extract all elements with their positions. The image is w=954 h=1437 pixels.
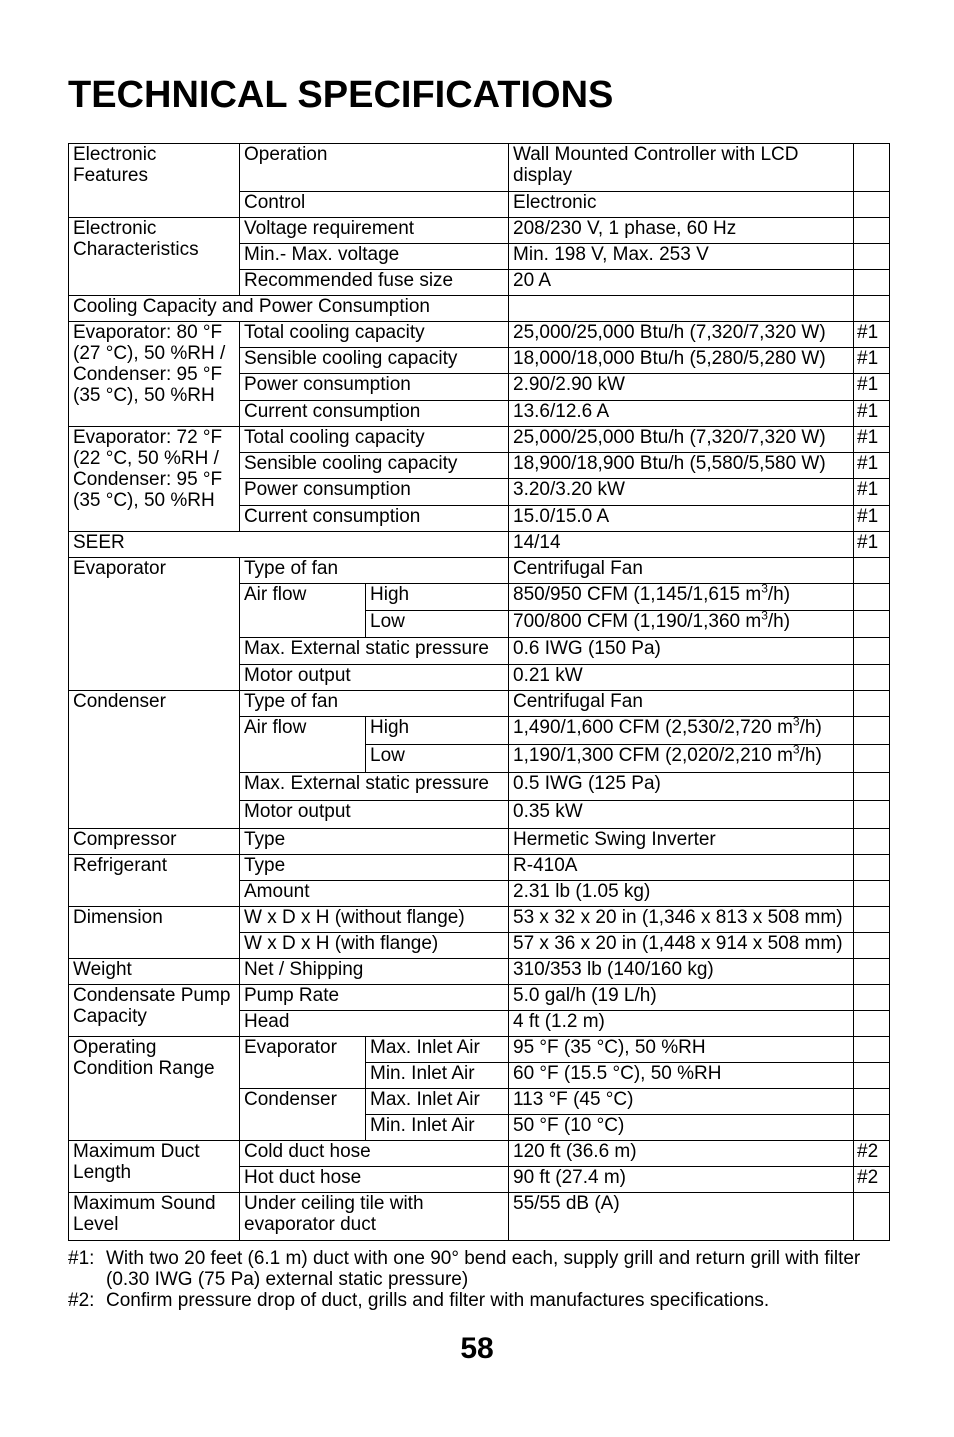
cell-text: Type of fan: [244, 558, 339, 579]
cell-text: 15.0/15.0 A: [513, 506, 610, 527]
cell-text: Min. Inlet Air: [370, 1063, 475, 1084]
cell-text: 0.21 kW: [513, 665, 583, 686]
table-cell: [240, 638, 509, 665]
cell-text: 55/55 dB (A): [513, 1193, 620, 1214]
table-cell: [69, 907, 240, 959]
table-cell: [509, 829, 854, 855]
table-cell: [366, 584, 509, 611]
cell-text: 120 ft (36.6 m): [513, 1141, 637, 1162]
table-cell: [240, 691, 509, 717]
table-cell: [854, 1037, 890, 1063]
table-cell: [854, 1089, 890, 1115]
table-cell: [509, 1011, 854, 1037]
cell-text: SEER: [73, 532, 125, 553]
cell-text: Net / Shipping: [244, 959, 364, 980]
cell-text: Operating Condition Range: [73, 1037, 215, 1079]
table-cell: [240, 584, 366, 638]
cell-text: 4 ft (1.2 m): [513, 1011, 605, 1032]
cell-text: #1: [857, 322, 879, 343]
table-cell: [366, 1089, 509, 1115]
table-row: [69, 296, 890, 322]
cell-text: W x D x H (without flange): [244, 907, 465, 928]
table-cell: [240, 401, 509, 427]
table-cell: [854, 638, 890, 665]
table-cell: [509, 244, 854, 270]
table-cell: [854, 244, 890, 270]
table-cell: [509, 479, 854, 506]
table-cell: [240, 829, 509, 855]
table-cell: [240, 479, 509, 506]
cell-text: Operation: [244, 144, 328, 165]
specifications-table-body: [69, 144, 890, 1241]
table-row: [69, 1193, 890, 1241]
cell-text: 50 °F (10 °C): [513, 1115, 625, 1136]
table-cell: [240, 933, 509, 959]
table-cell: [854, 959, 890, 985]
table-cell: [240, 665, 509, 691]
table-cell: [854, 348, 890, 374]
table-cell: [240, 881, 509, 907]
table-row: [69, 218, 890, 244]
table-cell: [240, 1011, 509, 1037]
table-cell: [854, 584, 890, 611]
cell-text: Type of fan: [244, 691, 339, 712]
table-cell: [854, 1115, 890, 1141]
table-cell: [509, 348, 854, 374]
table-cell: [240, 1089, 366, 1141]
table-cell: [366, 1037, 509, 1063]
table-cell: [240, 192, 509, 218]
table-cell: [509, 611, 854, 638]
table-cell: [69, 218, 240, 296]
table-cell: [69, 1193, 240, 1241]
table-cell: [509, 374, 854, 401]
table-row: [69, 855, 890, 881]
table-cell: [240, 985, 509, 1011]
footnote-mark: #2:: [68, 1290, 95, 1311]
footnote: [68, 1248, 888, 1290]
table-row: [69, 532, 890, 558]
table-cell: [69, 691, 240, 829]
table-cell: [240, 773, 509, 801]
cell-text: Type: [244, 829, 286, 850]
table-cell: [509, 985, 854, 1011]
table-cell: [240, 506, 509, 532]
cell-text: Total cooling capacity: [244, 427, 425, 448]
table-cell: [854, 881, 890, 907]
table-cell: [854, 985, 890, 1011]
cell-text: 113 °F (45 °C): [513, 1089, 634, 1110]
cell-text: Maximum Duct Length: [73, 1141, 200, 1183]
table-cell: [240, 717, 366, 773]
page-title: TECHNICAL SPECIFICATIONS: [68, 74, 614, 116]
cell-text: 208/230 V, 1 phase, 60 Hz: [513, 218, 737, 239]
table-cell: [240, 453, 509, 479]
cell-text-suffix: /h): [767, 584, 791, 605]
table-cell: [366, 717, 509, 745]
cell-text: Compressor: [73, 829, 177, 850]
footnotes: [68, 1248, 888, 1311]
table-cell: [366, 745, 509, 773]
table-row: [69, 322, 890, 348]
table-cell: [240, 427, 509, 453]
cell-text: 1,490/1,600 CFM (2,530/2,720 m: [513, 717, 793, 738]
table-cell: [854, 665, 890, 691]
table-cell: [854, 1011, 890, 1037]
cell-text: Min. Inlet Air: [370, 1115, 475, 1136]
cell-text: Centrifugal Fan: [513, 558, 643, 579]
cell-text: 18,900/18,900 Btu/h (5,580/5,580 W): [513, 453, 826, 474]
table-cell: [509, 717, 854, 745]
table-cell: [509, 453, 854, 479]
cell-text: 18,000/18,000 Btu/h (5,280/5,280 W): [513, 348, 826, 369]
table-cell: [509, 1063, 854, 1089]
cell-superscript: 3: [761, 583, 768, 596]
table-cell: [509, 665, 854, 691]
cell-text: 25,000/25,000 Btu/h (7,320/7,320 W): [513, 322, 826, 343]
cell-text: Electronic: [513, 192, 597, 213]
cell-text: Min. 198 V, Max. 253 V: [513, 244, 709, 265]
cell-text: #2: [857, 1141, 879, 1162]
cell-text: 14/14: [513, 532, 561, 553]
table-row: [69, 427, 890, 453]
table-row: [69, 907, 890, 933]
cell-superscript: 3: [792, 716, 800, 729]
table-cell: [509, 1037, 854, 1063]
table-cell: [509, 959, 854, 985]
cell-text: 850/950 CFM (1,145/1,615 m: [513, 584, 762, 605]
table-cell: [854, 532, 890, 558]
cell-text: High: [370, 717, 410, 738]
table-cell: [854, 296, 890, 322]
table-cell: [240, 1167, 509, 1193]
cell-text: Refrigerant: [73, 855, 167, 876]
cell-text: Cold duct hose: [244, 1141, 371, 1162]
table-cell: [854, 691, 890, 717]
table-cell: [240, 801, 509, 829]
footnote-text: With two 20 feet (6.1 m) duct with one 90° bend each, supply grill and return grill with filter (0.30 IWG (75 Pa) external static pressure): [106, 1248, 861, 1290]
table-cell: [509, 192, 854, 218]
table-row: [69, 558, 890, 584]
table-cell: [366, 1063, 509, 1089]
cell-text: Sensible cooling capacity: [244, 453, 458, 474]
cell-text: 310/353 lb (140/160 kg): [513, 959, 714, 980]
table-cell: [854, 401, 890, 427]
cell-text: 90 ft (27.4 m): [513, 1167, 627, 1188]
table-cell: [509, 218, 854, 244]
table-row: [69, 1037, 890, 1063]
table-cell: [854, 801, 890, 829]
table-cell: [69, 855, 240, 907]
cell-text: 53 x 32 x 20 in (1,346 x 813 x 508 mm): [513, 907, 843, 928]
cell-text: Air flow: [244, 584, 307, 605]
table-row: [69, 959, 890, 985]
table-cell: [854, 611, 890, 638]
table-cell: [509, 1141, 854, 1167]
table-row: [69, 691, 890, 717]
table-cell: [854, 745, 890, 773]
cell-text: 60 °F (15.5 °C), 50 %RH: [513, 1063, 722, 1084]
table-cell: [509, 532, 854, 558]
table-cell: [854, 829, 890, 855]
table-cell: [509, 691, 854, 717]
cell-text: Condenser: [244, 1089, 337, 1110]
cell-text-suffix: /h): [799, 717, 822, 738]
cell-text: 20 A: [513, 270, 552, 291]
cell-text: 0.5 IWG (125 Pa): [513, 773, 661, 794]
table-cell: [854, 773, 890, 801]
cell-text: 3.20/3.20 kW: [513, 479, 625, 500]
cell-text: 2.31 lb (1.05 kg): [513, 881, 651, 902]
table-cell: [240, 270, 509, 296]
table-cell: [69, 985, 240, 1037]
table-cell: [69, 532, 509, 558]
table-cell: [69, 427, 240, 532]
cell-text: Power consumption: [244, 374, 411, 395]
table-cell: [854, 855, 890, 881]
table-row: [69, 829, 890, 855]
table-cell: [854, 479, 890, 506]
table-cell: [854, 506, 890, 532]
table-cell: [854, 1193, 890, 1241]
cell-text: #1: [857, 374, 879, 395]
cell-text: Electronic Features: [73, 144, 157, 186]
cell-text: Recommended fuse size: [244, 270, 454, 291]
table-cell: [240, 1037, 366, 1089]
table-cell: [69, 959, 240, 985]
cell-text: 0.35 kW: [513, 801, 583, 822]
table-cell: [854, 1141, 890, 1167]
table-cell: [854, 717, 890, 745]
table-cell: [854, 933, 890, 959]
cell-text: Power consumption: [244, 479, 411, 500]
cell-text-suffix: /h): [799, 745, 822, 766]
table-cell: [509, 1193, 854, 1241]
cell-text: Wall Mounted Controller with LCD display: [513, 144, 799, 186]
table-row: [69, 985, 890, 1011]
table-cell: [240, 1141, 509, 1167]
cell-text: 13.6/12.6 A: [513, 401, 610, 422]
table-cell: [509, 558, 854, 584]
cell-text: Cooling Capacity and Power Consumption: [73, 296, 430, 317]
cell-text: 2.90/2.90 kW: [513, 374, 625, 395]
cell-text: Condenser: [73, 691, 166, 712]
cell-text: Min.- Max. voltage: [244, 244, 400, 265]
table-cell: [69, 1141, 240, 1193]
cell-text: Under ceiling tile with evaporator duct: [244, 1193, 424, 1235]
table-cell: [509, 745, 854, 773]
table-cell: [240, 558, 509, 584]
cell-text: 5.0 gal/h (19 L/h): [513, 985, 657, 1006]
table-cell: [69, 558, 240, 691]
table-cell: [509, 801, 854, 829]
cell-text: Max. External static pressure: [244, 638, 489, 659]
cell-text: #1: [857, 453, 879, 474]
table-cell: [854, 453, 890, 479]
table-cell: [854, 427, 890, 453]
table-cell: [854, 374, 890, 401]
table-cell: [854, 1167, 890, 1193]
cell-text: Total cooling capacity: [244, 322, 425, 343]
cell-text: 0.6 IWG (150 Pa): [513, 638, 661, 659]
table-cell: [240, 144, 509, 192]
cell-text: Evaporator: [244, 1037, 337, 1058]
table-cell: [69, 322, 240, 427]
cell-text: #1: [857, 506, 879, 527]
cell-text: Sensible cooling capacity: [244, 348, 458, 369]
table-cell: [240, 374, 509, 401]
cell-text: #1: [857, 427, 879, 448]
table-cell: [240, 907, 509, 933]
cell-superscript: 3: [792, 744, 800, 757]
table-cell: [240, 322, 509, 348]
table-cell: [509, 773, 854, 801]
table-row: [69, 1141, 890, 1167]
footnote-mark: #1:: [68, 1248, 95, 1269]
cell-text: Motor output: [244, 665, 351, 686]
cell-text: Control: [244, 192, 306, 213]
cell-text: Electronic Characteristics: [73, 218, 199, 260]
table-cell: [366, 611, 509, 638]
cell-text: #2: [857, 1167, 879, 1188]
cell-text: Low: [370, 745, 405, 766]
table-cell: [69, 296, 509, 322]
cell-text: R-410A: [513, 855, 578, 876]
cell-text: Condensate Pump Capacity: [73, 985, 231, 1027]
footnote-text: Confirm pressure drop of duct, grills and filter with manufactures specifications.: [106, 1290, 770, 1311]
table-cell: [509, 1167, 854, 1193]
table-row: [69, 144, 890, 192]
table-cell: [854, 192, 890, 218]
cell-text: 700/800 CFM (1,190/1,360 m: [513, 611, 762, 632]
table-cell: [240, 855, 509, 881]
cell-superscript: 3: [761, 610, 768, 623]
table-cell: [854, 144, 890, 192]
table-cell: [509, 855, 854, 881]
table-cell: [69, 829, 240, 855]
cell-text: Amount: [244, 881, 310, 902]
cell-text: Dimension: [73, 907, 163, 928]
table-cell: [240, 244, 509, 270]
cell-text: Weight: [73, 959, 132, 980]
table-cell: [509, 144, 854, 192]
table-cell: [509, 881, 854, 907]
table-cell: [854, 218, 890, 244]
table-cell: [69, 144, 240, 218]
table-cell: [509, 638, 854, 665]
cell-text: Max. Inlet Air: [370, 1089, 480, 1110]
cell-text: 57 x 36 x 20 in (1,448 x 914 x 508 mm): [513, 933, 843, 954]
table-cell: [509, 907, 854, 933]
cell-text: Evaporator: 72 °F (22 °C, 50 %RH / Condenser: 95 °F (35 °C), 50 %RH: [73, 427, 223, 511]
cell-text: Hot duct hose: [244, 1167, 362, 1188]
cell-text: Motor output: [244, 801, 351, 822]
table-cell: [509, 296, 854, 322]
table-cell: [854, 322, 890, 348]
table-cell: [854, 270, 890, 296]
cell-text: High: [370, 584, 410, 605]
table-cell: [509, 933, 854, 959]
cell-text: Current consumption: [244, 401, 421, 422]
table-cell: [854, 1063, 890, 1089]
cell-text: Centrifugal Fan: [513, 691, 643, 712]
cell-text-suffix: /h): [767, 611, 791, 632]
cell-text: Air flow: [244, 717, 307, 738]
cell-text: Hermetic Swing Inverter: [513, 829, 716, 850]
table-cell: [240, 348, 509, 374]
table-cell: [240, 1193, 509, 1241]
specifications-table: [68, 143, 890, 1241]
cell-text: Type: [244, 855, 286, 876]
cell-text: Voltage requirement: [244, 218, 415, 239]
cell-text: #1: [857, 401, 879, 422]
cell-text: W x D x H (with flange): [244, 933, 439, 954]
cell-text: Current consumption: [244, 506, 421, 527]
table-cell: [509, 1089, 854, 1115]
cell-text: Max. Inlet Air: [370, 1037, 480, 1058]
cell-text: Evaporator: 80 °F (27 °C), 50 %RH / Condenser: 95 °F (35 °C), 50 %RH: [73, 322, 226, 406]
cell-text: #1: [857, 479, 879, 500]
table-cell: [240, 218, 509, 244]
table-cell: [509, 270, 854, 296]
cell-text: Maximum Sound Level: [73, 1193, 216, 1235]
table-cell: [509, 584, 854, 611]
page-number: 58: [460, 1332, 494, 1365]
cell-text: Low: [370, 611, 405, 632]
table-cell: [509, 427, 854, 453]
cell-text: #1: [857, 348, 879, 369]
cell-text: Evaporator: [73, 558, 166, 579]
cell-text: Max. External static pressure: [244, 773, 489, 794]
cell-text: Head: [244, 1011, 290, 1032]
table-cell: [509, 506, 854, 532]
table-cell: [69, 1037, 240, 1141]
table-cell: [509, 322, 854, 348]
cell-text: #1: [857, 532, 879, 553]
cell-text: 1,190/1,300 CFM (2,020/2,210 m: [513, 745, 793, 766]
table-cell: [366, 1115, 509, 1141]
cell-text: 95 °F (35 °C), 50 %RH: [513, 1037, 706, 1058]
cell-text: Pump Rate: [244, 985, 340, 1006]
footnote: [68, 1290, 888, 1311]
table-cell: [854, 558, 890, 584]
cell-text: 25,000/25,000 Btu/h (7,320/7,320 W): [513, 427, 826, 448]
table-cell: [509, 401, 854, 427]
table-cell: [240, 959, 509, 985]
table-cell: [854, 907, 890, 933]
table-cell: [509, 1115, 854, 1141]
